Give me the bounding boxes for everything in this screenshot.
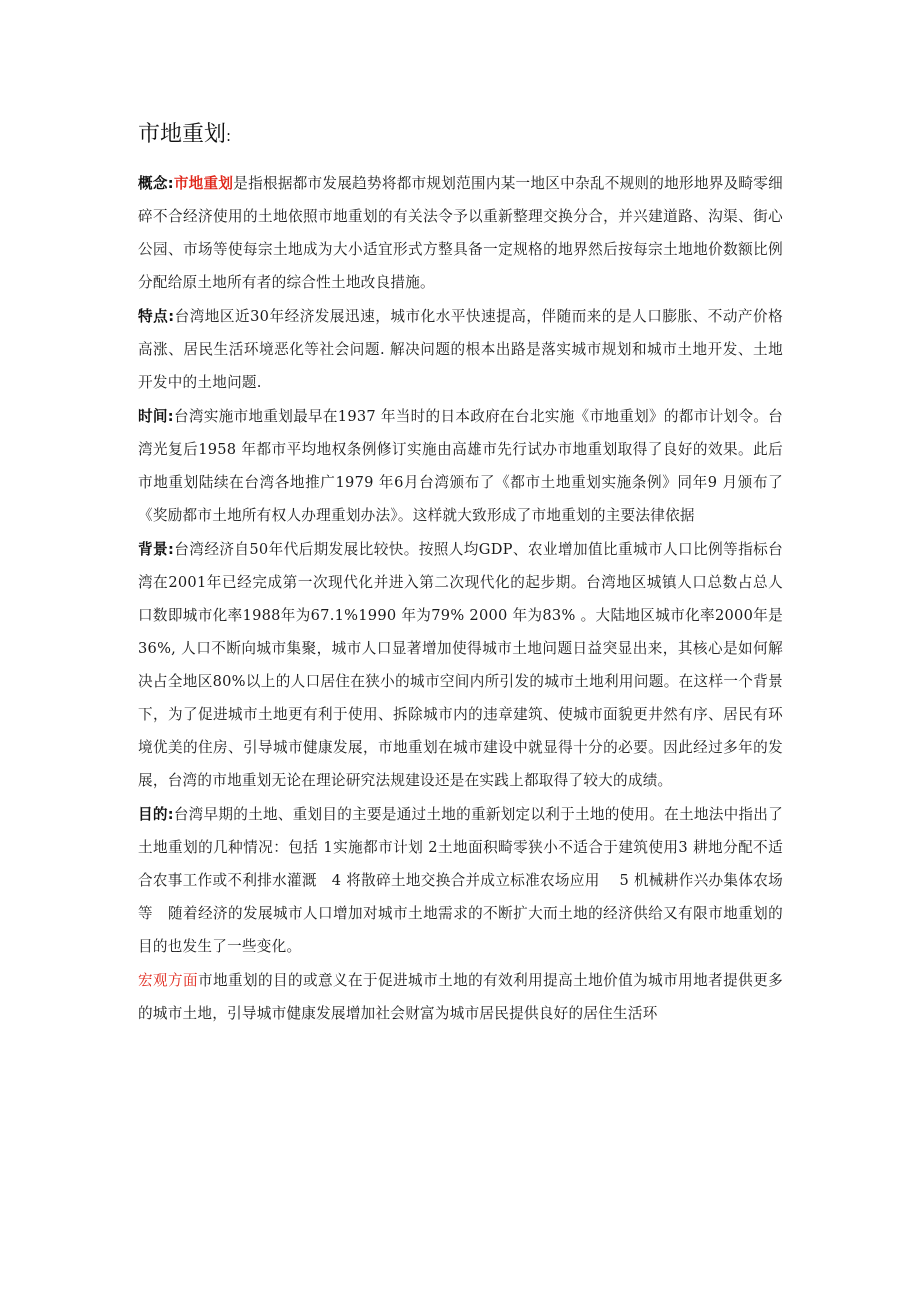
background-label: 背景: xyxy=(138,541,175,558)
paragraph-time xyxy=(138,400,783,532)
document-page xyxy=(138,118,783,1031)
time-label: 时间: xyxy=(138,408,174,425)
page-title-text: 市地重划 xyxy=(138,122,227,147)
macro-text: 市地重划的目的或意义在于促进城市土地的有效利用提高土地价值为城市用地者提供更多的城市土地，引导城市健康发展增加社会财富为城市居民提供良好的居住生活环 xyxy=(138,972,783,1022)
paragraph-features xyxy=(138,300,783,399)
time-text: 台湾实施市地重划最早在1937 年当时的日本政府在台北实施《市地重划》的都市计划令。台湾光复后1958 年都市平均地权条例修订实施由高雄市先行试办市地重划取得了良好的效果。此后市地重划陆续在台湾各地推广1979 年6月台湾颁布了《都市土地重划实施条例》同年9 月颁布了《奖励都市土地所有权人办理重划办法》。这样就大致形成了市地重划的主要法律依据 xyxy=(138,408,783,524)
paragraph-background xyxy=(138,533,783,797)
page-title-colon: : xyxy=(226,127,232,145)
purpose-text: 台湾早期的土地、重划目的主要是通过土地的重新划定以利于土地的使用。在土地法中指出了土地重划的几种情况：包括 1实施都市计划 2土地面积畸零狭小不适合于建筑使用3 耕地分配不适合农事工作或不利排水灌溉 4 将散碎土地交换合并成立标准农场应用 5 机械耕作兴办集体农场等 随着经济的发展城市人口增加对城市土地需求的不断扩大而土地的经济供给又有限市地重划的目的也发生了一些变化。 xyxy=(138,806,783,955)
paragraph-concept xyxy=(138,167,783,299)
background-text: 台湾经济自50年代后期发展比较快。按照人均GDP、农业增加值比重城市人口比例等指标台湾在2001年已经完成第一次现代化并进入第二次现代化的起步期。台湾地区城镇人口总数占总人口数即城市化率1988年为67.1%1990 年为79% 2000 年为83% 。大陆地区城市化率2000年是36%, 人口不断向城市集聚，城市人口显著增加使得城市土地问题日益突显出来，其核心是如何解决占全地区80%以上的人口居住在狭小的城市空间内所引发的城市土地利用问题。在这样一个背景下，为了促进城市土地更有利于使用、拆除城市内的违章建筑、使城市面貌更井然有序、居民有环境优美的住房、引导城市健康发展，市地重划在城市建设中就显得十分的必要。因此经过多年的发展，台湾的市地重划无论在理论研究法规建设还是在实践上都取得了较大的成绩。 xyxy=(138,541,783,789)
paragraph-purpose xyxy=(138,798,783,963)
page-title xyxy=(138,118,783,153)
macro-label: 宏观方面 xyxy=(138,972,199,989)
concept-text: 是指根据都市发展趋势将都市规划范围内某一地区中杂乱不规则的地形地界及畸零细碎不合经济使用的土地依照市地重划的有关法令予以重新整理交换分合，并兴建道路、沟渠、街心公园、市场等使每宗土地成为大小适宜形式方整具备一定规格的地界然后按每宗土地地价数额比例分配给原土地所有者的综合性土地改良措施。 xyxy=(138,175,783,291)
concept-highlight: 市地重划 xyxy=(173,175,234,192)
features-text: 台湾地区近30年经济发展迅速，城市化水平快速提高，伴随而来的是人口膨胀、不动产价格高涨、居民生活环境恶化等社会问题. 解决问题的根本出路是落实城市规划和城市土地开发、土地开发中的土地问题. xyxy=(138,308,783,391)
concept-label: 概念: xyxy=(138,175,174,192)
purpose-label: 目的: xyxy=(138,806,174,823)
features-label: 特点: xyxy=(138,308,175,325)
paragraph-macro xyxy=(138,964,783,1030)
